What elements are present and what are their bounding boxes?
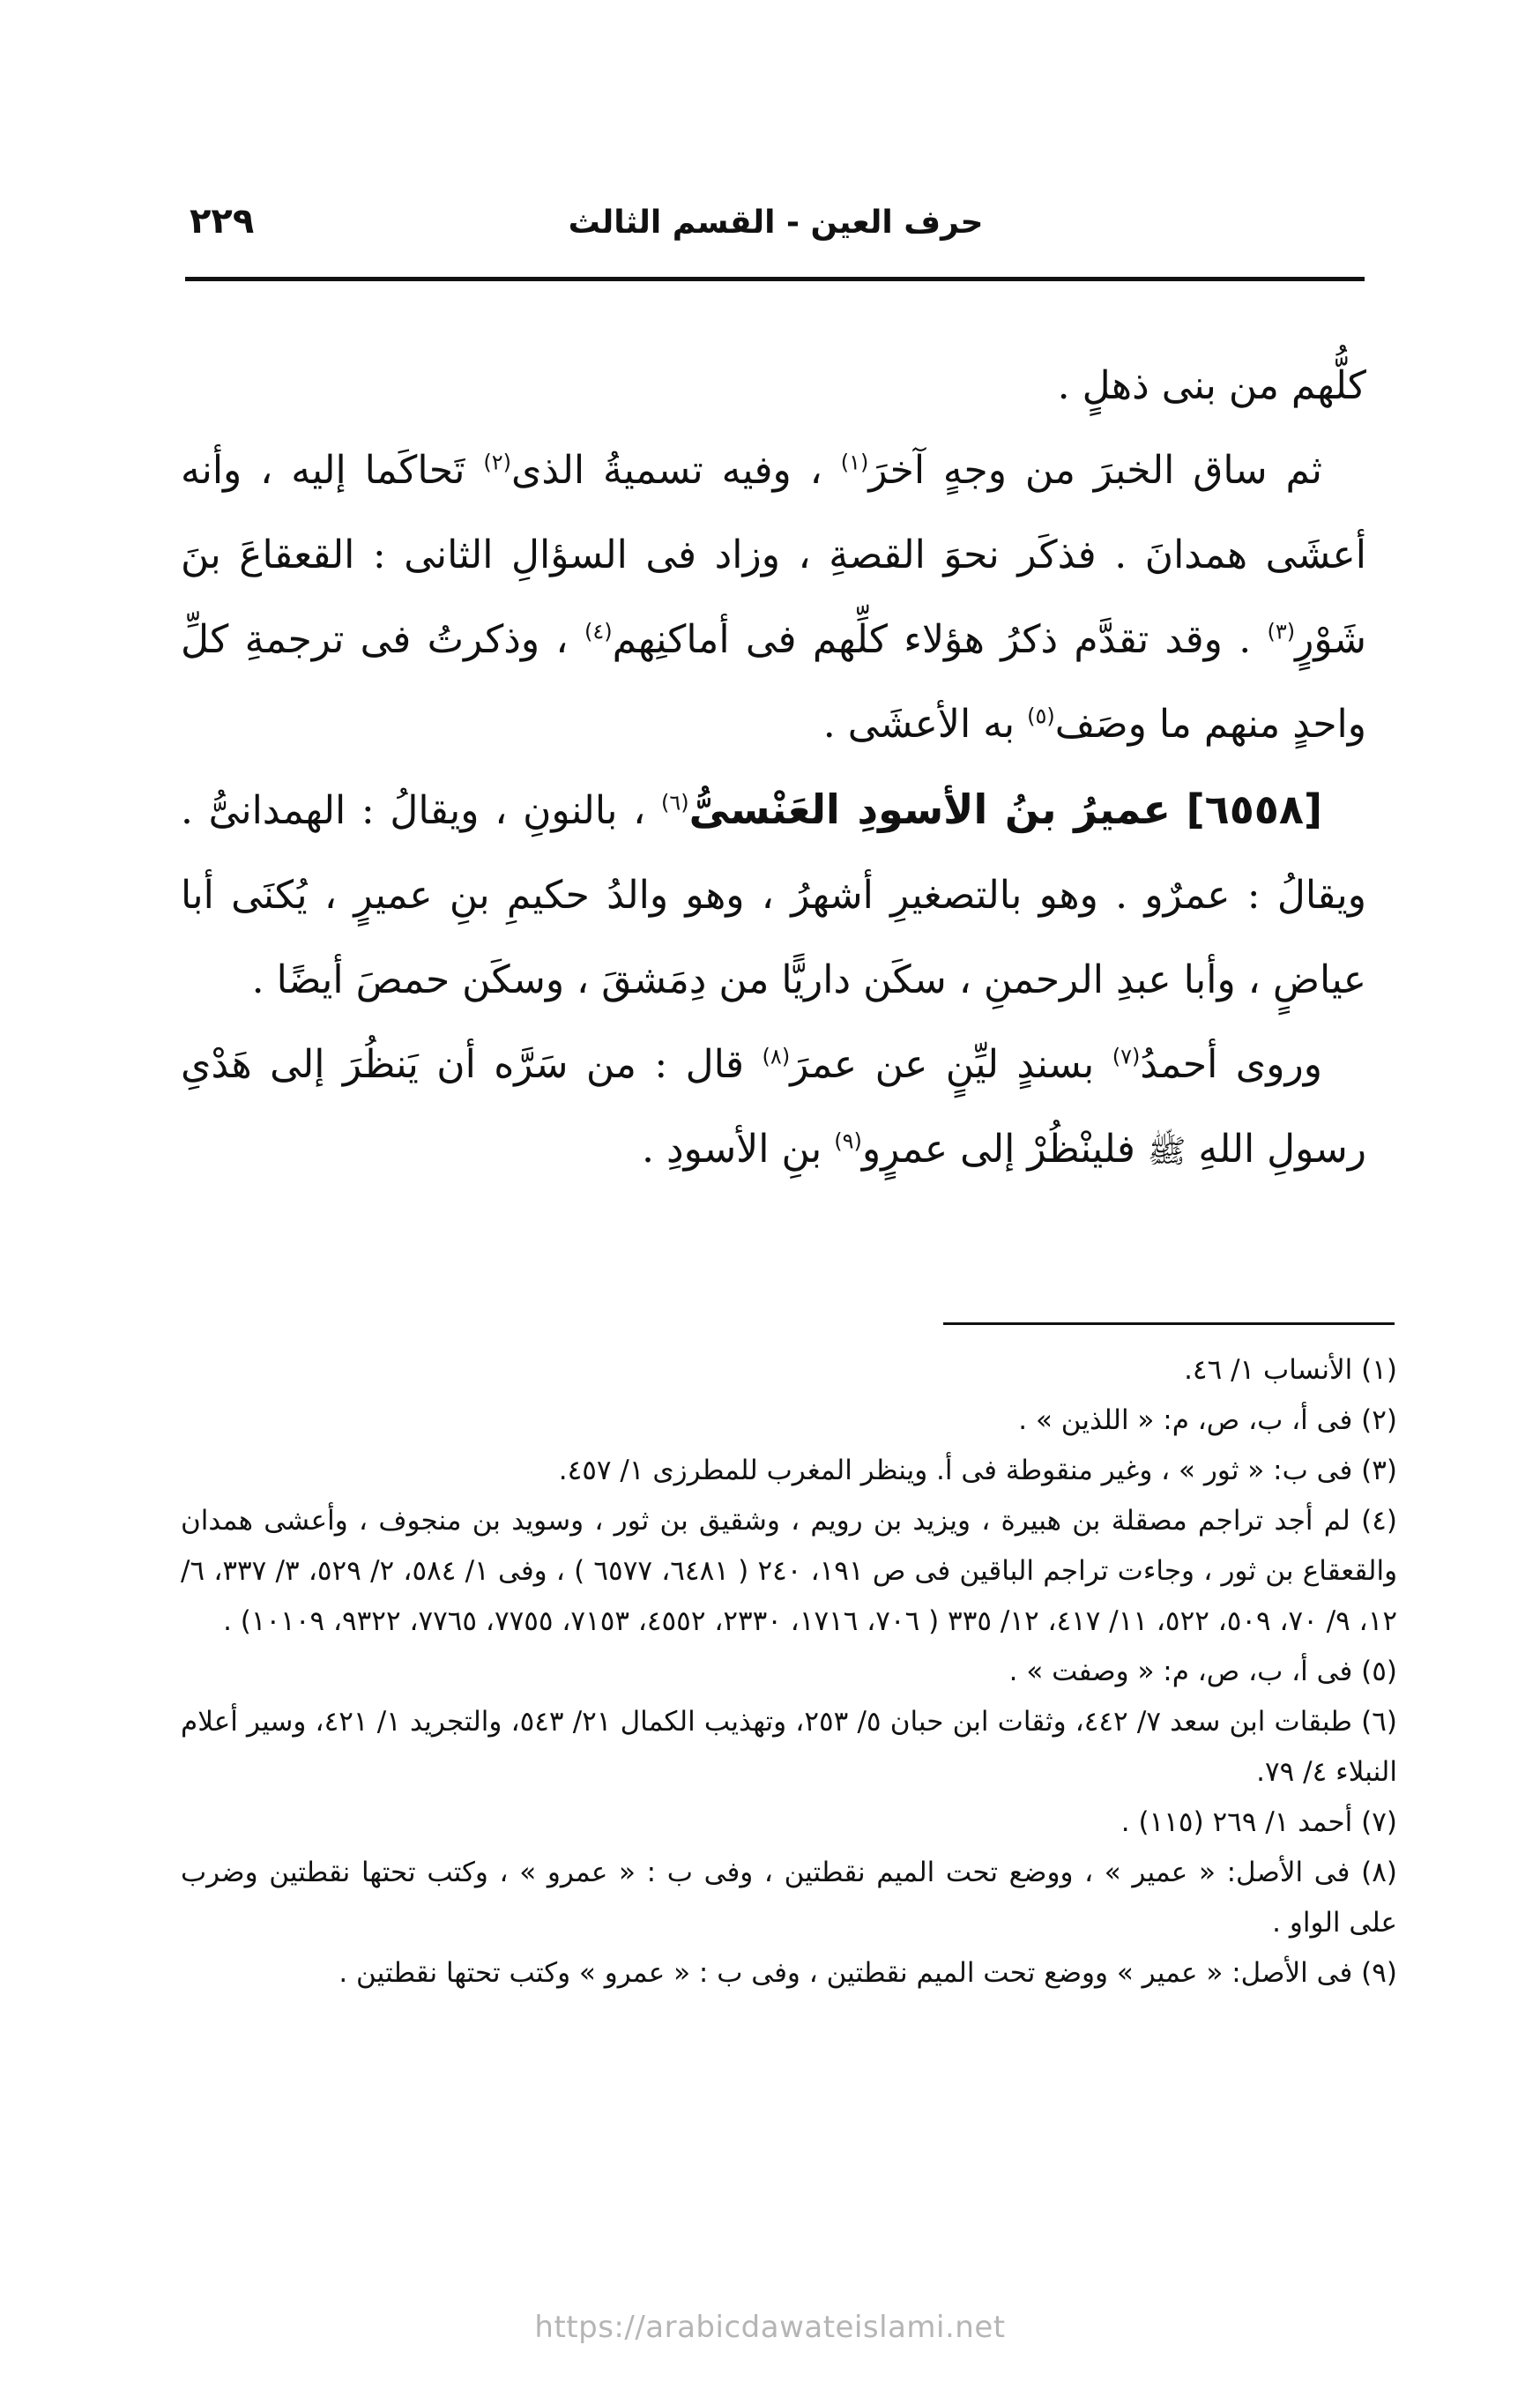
- footnote-ref-2[interactable]: (٢): [483, 450, 511, 475]
- footnote-5: [181, 1647, 1397, 1697]
- footnote-text: الأنساب ١/ ٤٦.: [1184, 1354, 1353, 1386]
- p4-text-e: بنِ الأسودِ .: [642, 1127, 822, 1172]
- footnote-text: طبقات ابن سعد ٧/ ٤٤٢، وثقات ابن حبان ٥/ ٢٥٣، وتهذيب الكمال ٢١/ ٥٤٣، والتجريد ١/ ٤٢١، وسير أعلام النبلاء ٤/ ٧٩.: [181, 1706, 1397, 1788]
- entry-name: عميرُ بنُ الأسودِ العَنْسىُّ: [688, 785, 1171, 833]
- p4-text-d: فلينْظُرْ إلى عمرٍو: [861, 1127, 1135, 1172]
- p4-text-c: قال : من سَرَّه أن يَنظُرَ إلى هَدْىِ رسولِ اللهِ: [181, 1042, 1366, 1172]
- footnote-number: (٦): [1361, 1706, 1397, 1738]
- header-rule: [185, 277, 1365, 281]
- footnote-ref-5[interactable]: (٥): [1027, 703, 1055, 729]
- footnote-text: فى أ، ب، ص، م: « اللذين » .: [1018, 1404, 1353, 1436]
- footnote-text: فى الأصل: « عمير » ووضع تحت الميم نقطتين ، وفى ب : « عمرو » وكتب تحتها نقطتين .: [339, 1957, 1353, 1989]
- footnote-9: [181, 1948, 1397, 1999]
- p2-text-c: تَحاكَما إليه ، وأنه أعشَى همدانَ . فذكَر نحوَ القصةِ ، وزاد فى السؤالِ الثانى : القعقاعَ بنَ شَوْرٍ: [181, 448, 1366, 662]
- p3-text: ، بالنونِ ، ويقالُ : الهمدانىُّ . ويقالُ : عمرٌو . وهو بالتصغيرِ أشهرُ ، وهو والدُ حكيمِ بنِ عميرٍ ، يُكنَى أبا عياضٍ ، وأبا عبدِ الرحمنِ ، سكَن داريًّا من دِمَشقَ ، وسكَن حمصَ أيضًا .: [181, 788, 1367, 1002]
- p2-text-a: ثم ساق الخبرَ من وجهٍ آخرَ: [868, 448, 1323, 493]
- footnote-text: لم أجد تراجم مصقلة بن هبيرة ، ويزيد بن رويم ، وشقيق بن ثور ، وسويد بن منجوف ، وأعشى همدان والقعقاع بن ثور ، وجاءت تراجم الباقين فى ص ١٩١، ٢٤٠ ( ٦٤٨١، ٦٥٧٧ ) ، وفى ١/ ٥٨٤، ٢/ ٥٢٩، ٣/ ٣٣٧، ٦/ ١٢، ٩/ ٧٠، ٥٠٩، ٥٢٢، ١١/ ٤١٧، ١٢/ ٣٣٥ ( ٧٠٦، ١٧١٦، ٢٣٣٠، ٤٥٥٢، ٧١٥٣، ٧٧٥٥، ٧٧٦٥، ٩٣٢٢، ١٠١٠٩) .: [181, 1505, 1398, 1637]
- paragraph-4: [181, 1023, 1366, 1195]
- p2-text-e: ، وذكرتُ فى ترجمةِ كلِّ واحدٍ منهم ما وصَف: [181, 617, 1366, 747]
- watermark-url: https://arabicdawateislami.net: [534, 2310, 1006, 2345]
- main-text: [181, 344, 1366, 1195]
- p4-text-a: وروى أحمدُ: [1140, 1042, 1322, 1087]
- footnote-ref-3[interactable]: (٣): [1267, 619, 1296, 644]
- footnote-separator: [943, 1322, 1395, 1325]
- footnote-ref-6[interactable]: (٦): [661, 790, 689, 815]
- p2-text-d: . وقد تقدَّم ذكرُ هؤلاء كلِّهم فى أماكنِهم: [612, 617, 1252, 662]
- footnote-3: [181, 1446, 1397, 1496]
- footnote-ref-9[interactable]: (٩): [834, 1128, 862, 1154]
- footnote-7: [181, 1798, 1397, 1848]
- footnote-number: (٤): [1361, 1505, 1397, 1537]
- footnote-ref-7[interactable]: (٧): [1112, 1044, 1141, 1069]
- p2-text-b: ، وفيه تسميةُ الذى: [510, 448, 822, 493]
- footnote-number: (٨): [1361, 1857, 1397, 1888]
- page-header: [190, 192, 1362, 263]
- footnote-4: [181, 1496, 1397, 1647]
- footnote-8: [181, 1848, 1397, 1948]
- footnote-number: (٩): [1361, 1957, 1397, 1989]
- paragraph-1-text: كلُّهم من بنى ذهلٍ .: [1057, 363, 1366, 408]
- salla-ligature: ﷺ: [1147, 1134, 1187, 1170]
- footnote-number: (٥): [1361, 1656, 1397, 1687]
- footnote-text: فى ب: « ثور » ، وغير منقوطة فى أ. وينظر المغرب للمطرزى ١/ ٤٥٧.: [558, 1455, 1353, 1486]
- footnote-text: فى الأصل: « عمير » ، ووضع تحت الميم نقطتين ، وفى ب : « عمرو » ، وكتب تحتها نقطتين وضرب على الواو .: [181, 1857, 1397, 1939]
- footnotes: [181, 1345, 1397, 1999]
- page-number: ٢٢٩: [190, 201, 255, 242]
- p2-text-f: به الأعشَى .: [822, 702, 1016, 747]
- footnote-number: (١): [1361, 1354, 1397, 1386]
- entry-6558: [181, 767, 1366, 1023]
- paragraph-2: [181, 428, 1366, 767]
- footnote-ref-1[interactable]: (١): [840, 450, 869, 475]
- running-title: حرف العين - القسم الثالث: [568, 205, 984, 241]
- footnote-ref-4[interactable]: (٤): [584, 619, 613, 644]
- footnote-ref-8[interactable]: (٨): [762, 1044, 791, 1069]
- footnote-number: (٢): [1361, 1404, 1397, 1436]
- footnote-text: أحمد ١/ ٢٦٩ (١١٥) .: [1120, 1806, 1353, 1838]
- p4-text-b: بسندٍ ليِّنٍ عن عمرَ: [790, 1042, 1095, 1087]
- footnote-2: [181, 1396, 1397, 1446]
- footnote-number: (٣): [1361, 1455, 1397, 1486]
- footnote-1: [181, 1345, 1397, 1396]
- footnote-6: [181, 1697, 1397, 1798]
- footnote-number: (٧): [1361, 1806, 1397, 1838]
- paragraph-1: [181, 344, 1366, 428]
- footnote-text: فى أ، ب، ص، م: « وصفت » .: [1008, 1656, 1353, 1687]
- entry-number: [٦٥٥٨]: [1186, 785, 1322, 833]
